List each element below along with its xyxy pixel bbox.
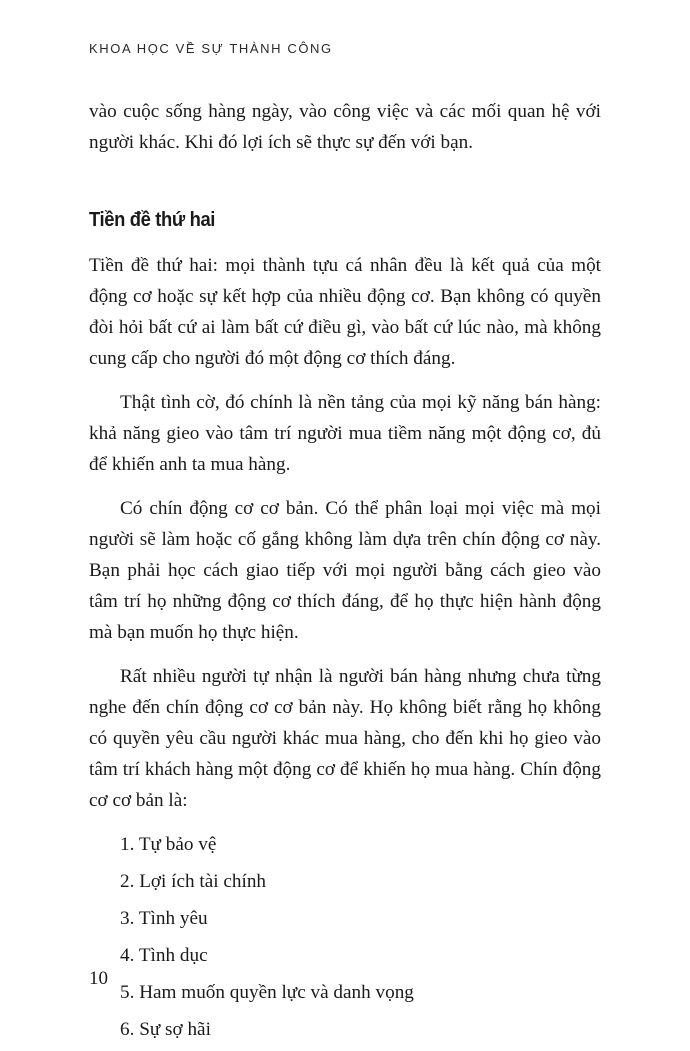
section-heading-block	[89, 208, 601, 232]
page-number: 10	[89, 968, 108, 989]
list-item: 1. Tự bảo vệ	[120, 834, 217, 855]
body-paragraph-1: Tiền đề thứ hai: mọi thành tựu cá nhân đều là kết quả của một động cơ hoặc sự kết hợp của nhiều động cơ. Bạn không có quyền đòi hỏi bất cứ ai làm bất cứ điều gì, vào bất cứ lúc nào, mà không cung cấp cho người đó một động cơ thích đáng.	[89, 255, 601, 369]
running-header: KHOA HỌC VỀ SỰ THÀNH CÔNG	[89, 41, 333, 56]
motives-list	[89, 829, 601, 1045]
list-item: 5. Ham muốn quyền lực và danh vọng	[120, 982, 414, 1003]
body-paragraph-4: Rất nhiều người tự nhận là người bán hàng nhưng chưa từng nghe đến chín động cơ cơ bản này. Họ không biết rằng họ không có quyền yêu cầu người khác mua hàng, cho đến khi họ gieo vào tâm trí khách hàng một động cơ để khiến họ mua hàng. Chín động cơ cơ bản là:	[89, 666, 601, 811]
page-body	[89, 96, 601, 1051]
list-item: 2. Lợi ích tài chính	[120, 871, 267, 892]
list-item: 4. Tình dục	[120, 945, 208, 966]
body-paragraph-3: Có chín động cơ cơ bản. Có thể phân loại mọi việc mà mọi người sẽ làm hoặc cố gắng không làm dựa trên chín động cơ này. Bạn phải học cách giao tiếp với mọi người bằng cách gieo vào tâm trí họ những động cơ thích đáng, để họ thực hiện hành động mà bạn muốn họ thực hiện.	[89, 498, 601, 643]
list-item: 3. Tình yêu	[120, 908, 208, 929]
section-heading: Tiền đề thứ hai	[89, 209, 216, 231]
list-item: 6. Sự sợ hãi	[120, 1019, 211, 1040]
body-paragraph-2: Thật tình cờ, đó chính là nền tảng của mọi kỹ năng bán hàng: khả năng gieo vào tâm trí người mua tiềm năng một động cơ, đủ để khiến anh ta mua hàng.	[89, 392, 601, 475]
intro-paragraph: vào cuộc sống hàng ngày, vào công việc và các mối quan hệ với người khác. Khi đó lợi ích sẽ thực sự đến với bạn.	[89, 101, 601, 153]
